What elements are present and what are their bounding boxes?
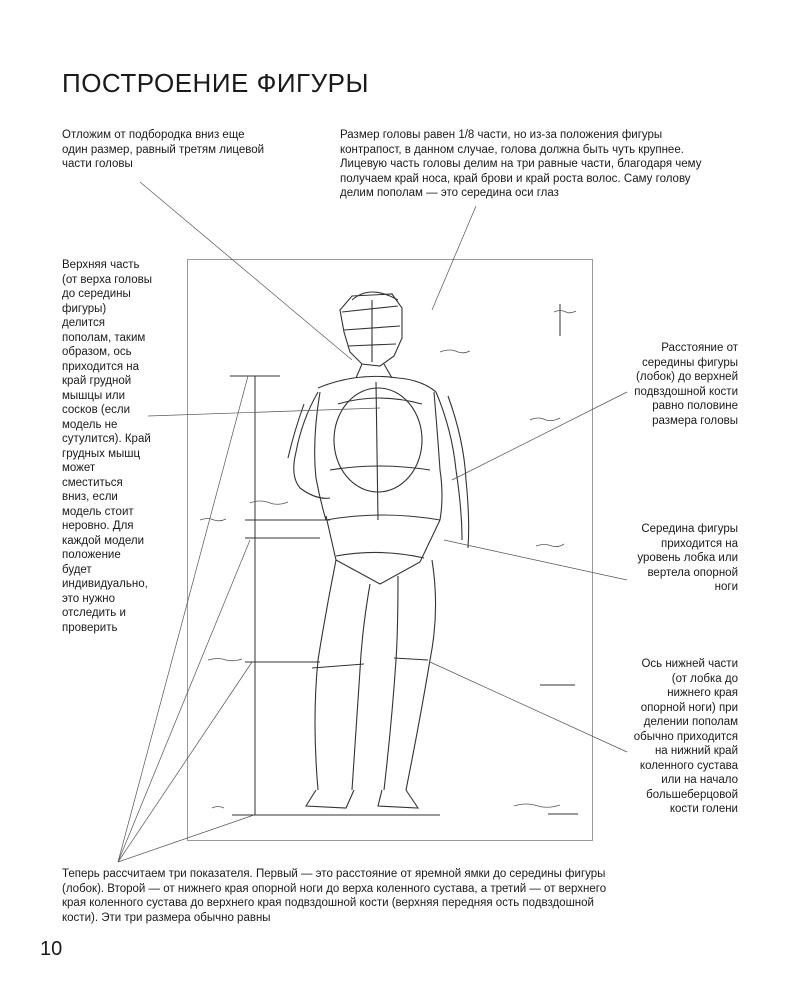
annotation-head-size: Размер головы равен 1/8 части, но из-за положения фигуры контрапост, в данном случае, голова должна быть чуть крупнее. Лицевую часть головы делим на три равные части, благодаря чему получаем край носа, край брови и край роста волос. Саму голову делим пополам — это середина оси глаз <box>340 129 702 199</box>
annotation-upper-part: Верхняя часть (от верха головы до середины фигуры) делится пополам, таким образом, ось приходится на край грудной мышцы или сосков (если модель не сутулится). Край грудных мышц может сместиться вниз, если модель стоит неровно. Для каждой модели положение будет индивидуально, это нужно отследить и проверить <box>62 259 152 634</box>
annotation-chin: Отложим от подбородка вниз еще один размер, равный третям лицевой части головы <box>62 129 265 170</box>
page-title: ПОСТРОЕНИЕ ФИГУРЫ <box>62 68 369 98</box>
handwritten-sketch-notes <box>200 311 576 809</box>
proportion-measuring-scale <box>230 304 578 815</box>
page-number: 10 <box>40 938 63 960</box>
annotation-three-measures: Теперь рассчитаем три показателя. Первый — это расстояние от яремной ямки до середины фигуры (лобок). Второй — от нижнего края опорной ноги до верха коленного сустава, а третий — от верхнего края коленного сустава до верхнего края подвздошной кости (верхняя передняя ость подвздошной кости). Эти три размера обычно равны <box>62 868 607 924</box>
sketched-figure <box>288 292 469 808</box>
annotation-lower-axis: Ось нижней части (от лобка до нижнего края опорной ноги) при делении пополам обычно приходится на нижний край коленного сустава или на начало большеберцовой кости голени <box>633 658 738 815</box>
annotation-leader-lines <box>118 182 627 862</box>
annotation-figure-middle: Середина фигуры приходится на уровень лобка или вертела опорной ноги <box>637 523 738 593</box>
annotation-pubis-distance: Расстояние от середины фигуры (лобок) до верхней подвздошной кости равно половине размера головы <box>634 342 738 427</box>
